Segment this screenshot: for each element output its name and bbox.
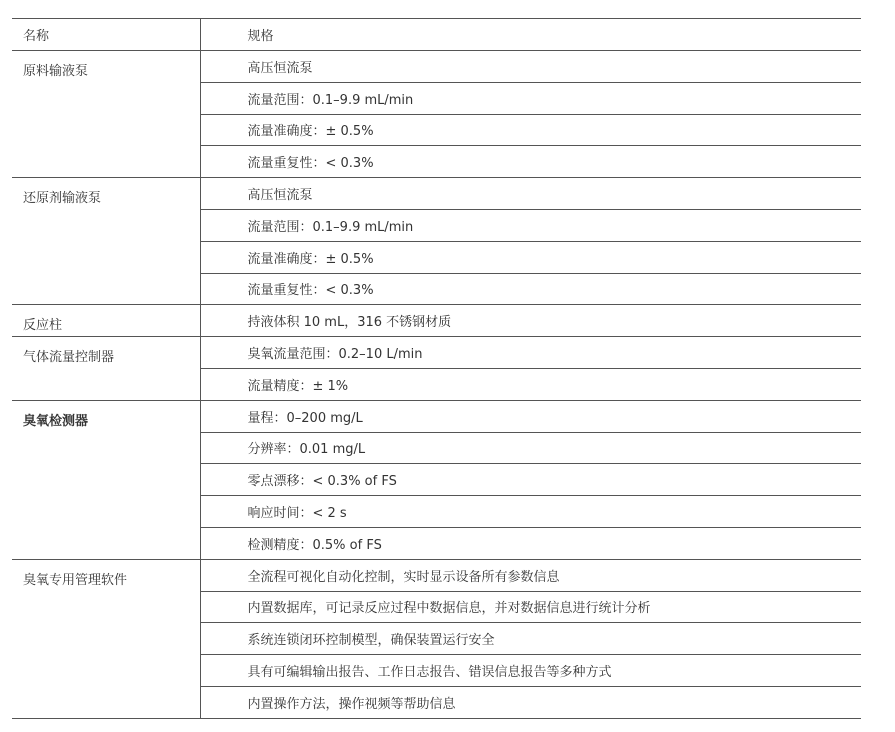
spec-value: 持液体积 10 mL，316 不锈钢材质 <box>200 305 861 337</box>
spec-value: 具有可编辑输出报告、工作日志报告、错误信息报告等多种方式 <box>200 655 861 687</box>
spec-table <box>12 18 861 719</box>
table-row <box>12 51 861 83</box>
component-name: 臭氧专用管理软件 <box>12 559 200 718</box>
spec-value: 全流程可视化自动化控制，实时显示设备所有参数信息 <box>200 559 861 591</box>
component-name: 还原剂输液泵 <box>12 178 200 305</box>
spec-value: 内置数据库，可记录反应过程中数据信息，并对数据信息进行统计分析 <box>200 591 861 623</box>
spec-value: 流量准确度：± 0.5% <box>200 241 861 273</box>
spec-value: 流量重复性：< 0.3% <box>200 146 861 178</box>
spec-value: 高压恒流泵 <box>200 178 861 210</box>
table-header-row <box>12 19 861 51</box>
spec-value: 流量精度：± 1% <box>200 368 861 400</box>
spec-value: 量程：0–200 mg/L <box>200 400 861 432</box>
spec-value: 流量范围：0.1–9.9 mL/min <box>200 209 861 241</box>
column-header-spec: 规格 <box>200 19 861 51</box>
spec-value: 系统连锁闭环控制模型，确保装置运行安全 <box>200 623 861 655</box>
spec-value: 检测精度：0.5% of FS <box>200 527 861 559</box>
table-row <box>12 400 861 432</box>
spec-value: 流量重复性：< 0.3% <box>200 273 861 305</box>
table-row <box>12 305 861 337</box>
table-body <box>12 51 861 719</box>
spec-value: 流量准确度：± 0.5% <box>200 114 861 146</box>
spec-value: 零点漂移：< 0.3% of FS <box>200 464 861 496</box>
spec-value: 响应时间：< 2 s <box>200 496 861 528</box>
component-name: 原料输液泵 <box>12 51 200 178</box>
spec-value: 高压恒流泵 <box>200 51 861 83</box>
spec-value: 流量范围：0.1–9.9 mL/min <box>200 82 861 114</box>
spec-value: 臭氧流量范围：0.2–10 L/min <box>200 337 861 369</box>
component-name: 气体流量控制器 <box>12 337 200 401</box>
table-row <box>12 178 861 210</box>
spec-value: 内置操作方法，操作视频等帮助信息 <box>200 686 861 718</box>
component-name: 反应柱 <box>12 305 200 337</box>
table-row <box>12 559 861 591</box>
spec-value: 分辨率：0.01 mg/L <box>200 432 861 464</box>
table-row <box>12 337 861 369</box>
column-header-name: 名称 <box>12 19 200 51</box>
component-name: 臭氧检测器 <box>12 400 200 559</box>
